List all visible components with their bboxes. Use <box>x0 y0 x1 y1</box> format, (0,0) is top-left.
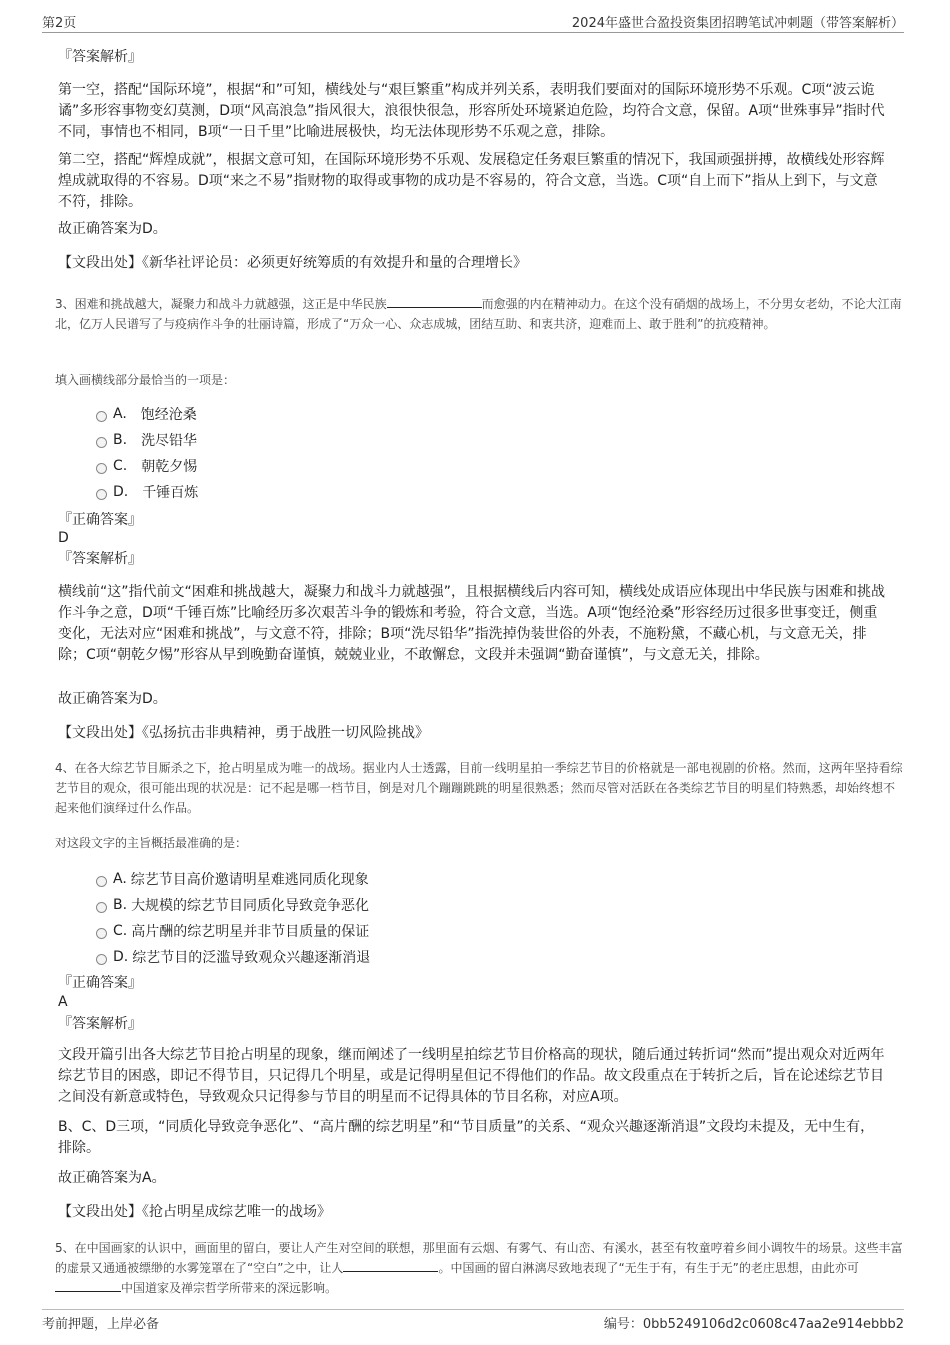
analysis-paragraph: 第一空，搭配“国际环境”，根据“和”可知，横线处与“艰巨繁重”构成并列关系，表明我们要面对的国际环境形势不乐观。C项“波云诡谲”多形容事物变幻莫测，D项“风高浪急”指风很大，浪很快很急，形容所处环境紧迫危险，均符合文意，保留。A项“世殊事异”指时代不同，事情也不相同，B项“一日千里”比喻进展极快，均无法体现形势不乐观之意，排除。 <box>58 82 885 140</box>
source: 【文段出处】《新华社评论员：必须更好统筹质的有效提升和量的合理增长》 <box>58 255 527 271</box>
question-prompt: 对这段文字的主旨概括最准确的是： <box>55 836 248 850</box>
radio-icon[interactable] <box>96 902 107 913</box>
source: 【文段出处】《抢占明星成综艺唯一的战场》 <box>58 1204 331 1220</box>
conclusion: 故正确答案为A。 <box>58 1170 166 1186</box>
correct-answer-label: 『正确答案』 <box>58 975 142 991</box>
stem-text: 中国道家及禅宗哲学所带来的深远影响。 <box>121 1281 338 1295</box>
analysis-label: 『答案解析』 <box>58 49 142 65</box>
analysis-label: 『答案解析』 <box>58 1016 142 1032</box>
option-label: D. <box>113 949 129 965</box>
stem-text: 5、在中国画家的认识中，画面里的留白，要让人产生对空间的联想，那里面有云烟、有雾气、有山峦、有溪水，甚至有牧童哼着乡间小调牧牛的场景。这些丰富的虚景又通通被缥缈的水雾笼罩在了“空白”之中，让人 <box>55 1241 903 1275</box>
fill-blank <box>343 1259 438 1272</box>
radio-icon[interactable] <box>96 489 107 500</box>
fill-blank <box>55 1279 121 1292</box>
question-3-stem <box>55 294 905 334</box>
radio-icon[interactable] <box>96 928 107 939</box>
option-a[interactable] <box>96 869 369 889</box>
radio-icon[interactable] <box>96 876 107 887</box>
stem-text: 而愈强的内在精神动力。在这个没有硝烟的战场上，不分男女老幼，不论大江南北，亿万人民谱写了与疫病作斗争的壮丽诗篇，形成了“万众一心、众志成城，团结互助、和衷共济，迎难而上、敢于胜利”的抗疫精神。 <box>55 297 902 331</box>
question-prompt: 填入画横线部分最恰当的一项是： <box>55 373 236 387</box>
footer-slogan: 考前押题，上岸必备 <box>42 1317 160 1332</box>
analysis-paragraph: B、C、D三项，“同质化导致竞争恶化”、“高片酬的综艺明星”和“节目质量”的关系、“观众兴趣逐渐消退”文段均未提及，无中生有，排除。 <box>58 1119 875 1156</box>
option-c[interactable] <box>96 456 197 476</box>
option-label: B. <box>113 897 128 913</box>
radio-icon[interactable] <box>96 463 107 474</box>
radio-icon[interactable] <box>96 954 107 965</box>
option-text: 高片酬的综艺明星并非节目质量的保证 <box>131 924 370 940</box>
option-b[interactable] <box>96 895 369 915</box>
correct-answer-label: 『正确答案』 <box>58 512 142 528</box>
option-d[interactable] <box>96 482 198 502</box>
analysis-paragraph: 文段开篇引出各大综艺节目抢占明星的现象，继而阐述了一线明星拍综艺节目价格高的现状，随后通过转折词“然而”提出观众对近两年综艺节目的困惑，即记不得节目，只记得几个明星，或是记得明星但记不得他们的作品。故文段重点在于转折之后，旨在论述综艺节目之间没有新意或特色，导致观众只记得参与节目的明星而不记得具体的节目名称，对应A项。 <box>58 1047 885 1105</box>
option-text: 饱经沧桑 <box>140 407 197 423</box>
conclusion: 故正确答案为D。 <box>58 691 167 707</box>
document-title: 2024年盛世合盈投资集团招聘笔试冲刺题（带答案解析） <box>571 16 904 31</box>
header-divider <box>42 32 904 33</box>
question-4-stem: 4、在各大综艺节目厮杀之下，抢占明星成为唯一的战场。据业内人士透露，目前一线明星拍一季综艺节目的价格就是一部电视剧的价格。然而，这两年坚持看综艺节目的观众，很可能出现的状况是：记不起是哪一档节目，倒是对几个蹦蹦跳跳的明星很熟悉；然而尽管对活跃在各类综艺节目的明星们特熟悉，却始终想不起来他们演绎过什么作品。 <box>55 761 903 815</box>
option-label: D. <box>113 484 129 500</box>
analysis-paragraph: 第二空，搭配“辉煌成就”，根据文意可知，在国际环境形势不乐观、发展稳定任务艰巨繁重的情况下，我国顽强拼搏，故横线处形容辉煌成就取得的不容易。D项“来之不易”指财物的取得或事物的成功是不容易的，符合文意，当选。C项“自上而下”指从上到下，与文意不符，排除。 <box>58 152 885 210</box>
correct-answer: D <box>58 530 69 546</box>
option-label: C. <box>113 923 128 939</box>
stem-text: 3、困难和挑战越大，凝聚力和战斗力就越强，这正是中华民族 <box>55 297 387 311</box>
analysis-paragraph: 横线前“这”指代前文“困难和挑战越大，凝聚力和战斗力就越强”，且根据横线后内容可知，横线处成语应体现出中华民族与困难和挑战作斗争之意，D项“千锤百炼”比喻经历多次艰苦斗争的锻炼和考验，符合文意，当选。A项“饱经沧桑”形容经历过很多世事变迁，侧重变化，无法对应“困难和挑战”，与文意不符，排除；B项“洗尽铅华”指洗掉伪装世俗的外表，不施粉黛，不藏心机，与文意无关，排除；C项“朝乾夕惕”形容从早到晚勤奋谨慎，兢兢业业，不敢懈怠，文段并未强调“勤奋谨慎”，与文意无关，排除。 <box>58 584 886 663</box>
correct-answer: A <box>58 994 68 1010</box>
question-5-stem <box>55 1238 905 1298</box>
document-id: 编号：0bb5249106d2c0608c47aa2e914ebbb2 <box>603 1317 904 1332</box>
option-text: 大规模的综艺节目同质化导致竞争恶化 <box>131 898 370 914</box>
option-label: A. <box>113 406 127 422</box>
stem-text: 。中国画的留白淋漓尽致地表现了“无生于有，有生于无”的老庄思想，由此亦可 <box>438 1261 859 1275</box>
option-label: B. <box>113 432 128 448</box>
radio-icon[interactable] <box>96 411 107 422</box>
option-text: 洗尽铅华 <box>141 433 198 449</box>
analysis-label: 『答案解析』 <box>58 551 142 567</box>
option-a[interactable] <box>96 404 197 424</box>
option-text: 综艺节目高价邀请明星难逃同质化现象 <box>130 872 369 888</box>
option-text: 千锤百炼 <box>142 485 199 501</box>
option-text: 朝乾夕惕 <box>141 459 198 475</box>
option-c[interactable] <box>96 921 369 941</box>
option-label: A. <box>113 871 127 887</box>
page-number: 第2页 <box>42 16 77 31</box>
option-d[interactable] <box>96 947 370 967</box>
option-label: C. <box>113 458 128 474</box>
conclusion: 故正确答案为D。 <box>58 221 167 237</box>
radio-icon[interactable] <box>96 437 107 448</box>
fill-blank <box>387 295 482 308</box>
option-b[interactable] <box>96 430 197 450</box>
footer-divider <box>42 1309 904 1310</box>
source: 【文段出处】《弘扬抗击非典精神，勇于战胜一切风险挑战》 <box>58 725 429 741</box>
option-text: 综艺节目的泛滥导致观众兴趣逐渐消退 <box>132 950 371 966</box>
